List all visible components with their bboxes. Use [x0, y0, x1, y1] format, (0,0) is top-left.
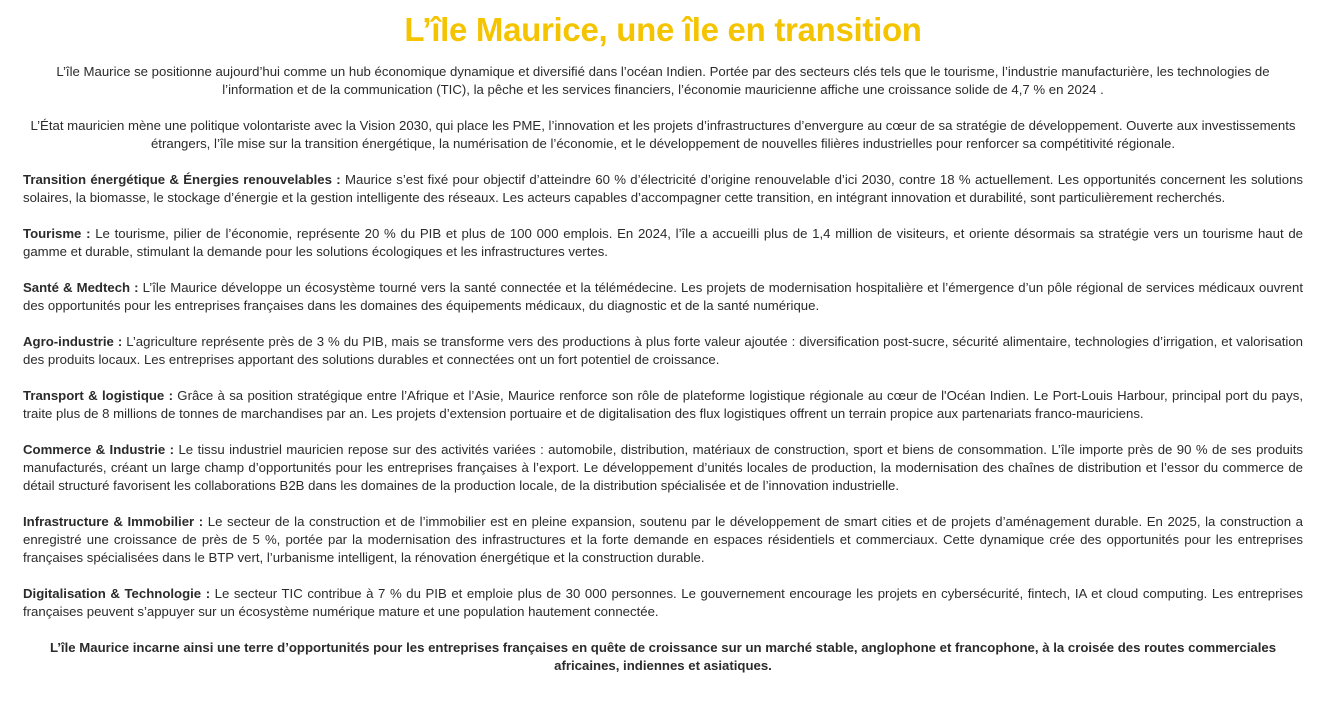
- conclusion-paragraph: L’île Maurice incarne ainsi une terre d’opportunités pour les entreprises françaises en quête de croissance sur un marché stable, anglophone et francophone, à la croisée des routes commerciales africaines, indiennes et asiatiques.: [49, 640, 1277, 673]
- section-label: Santé & Medtech :: [23, 280, 139, 295]
- section-label: Agro-industrie :: [23, 334, 123, 349]
- section-agro-industrie: [23, 333, 1303, 369]
- intro-paragraph-1: L’île Maurice se positionne aujourd’hui comme un hub économique dynamique et diversifié dans l’océan Indien. Portée par des secteurs clés tels que le tourisme, l’industrie manufacturière, les technologies de l’information et de la communication (TIC), la pêche et les services financiers, l’économie mauricienne affiche une croissance solide de 4,7 % en 2024 .: [56, 64, 1270, 97]
- section-label: Tourisme :: [23, 226, 91, 241]
- section-text: L’agriculture représente près de 3 % du PIB, mais se transforme vers des productions à plus forte valeur ajoutée : diversification post-sucre, sécurité alimentaire, technologies d’irrigation, et valorisation des produits locaux. Les entreprises apportant des solutions durables et connectées ont un fort potentiel de croissance.: [23, 334, 1304, 367]
- section-text: L’île Maurice développe un écosystème tourné vers la santé connectée et la télémédecine. Les projets de modernisation hospitalière et l’émergence d’un pôle régional de services médicaux ouvrent des opportunités pour les entreprises françaises dans les domaines des équipements médicaux, du diagnostic et de la santé numérique.: [23, 280, 1303, 313]
- section-label: Infrastructure & Immobilier :: [23, 514, 204, 529]
- section-label: Commerce & Industrie :: [23, 442, 175, 457]
- section-label: Transition énergétique & Énergies renouvelables :: [23, 172, 341, 187]
- section-sante-medtech: [23, 279, 1303, 315]
- section-text: Le tissu industriel mauricien repose sur des activités variées : automobile, distribution, matériaux de construction, sport et biens de consommation. L’île importe près de 90 % de ses produits manufacturés, créant un large champ d’opportunités pour les entreprises françaises à l’export. Le développement d’unités locales de production, la modernisation des chaînes de distribution et l’essor du commerce de détail structuré favorisent les collaborations B2B dans les domaines de la production locale, de la distribution spécialisée et de l’innovation industrielle.: [23, 442, 1303, 493]
- section-text: Le tourisme, pilier de l’économie, représente 20 % du PIB et plus de 100 000 emplois. En 2024, l’île a accueilli plus de 1,4 million de visiteurs, et oriente désormais sa stratégie vers un tourisme haut de gamme et durable, stimulant la demande pour les solutions écologiques et les infrastructures vertes.: [23, 226, 1303, 259]
- page-title: L’île Maurice, une île en transition: [404, 11, 922, 48]
- section-text: Grâce à sa position stratégique entre l’Afrique et l’Asie, Maurice renforce son rôle de plateforme logistique régionale au cœur de l'Océan Indien. Le Port-Louis Harbour, principal port du pays, traite plus de 8 millions de tonnes de marchandises par an. Les projets d’extension portuaire et de digitalisation des flux logistiques offrent un terrain propice aux partenariats franco-mauriciens.: [23, 388, 1303, 421]
- section-transport-logistique: [23, 387, 1303, 423]
- section-tourisme: [23, 225, 1303, 261]
- section-energie: [23, 171, 1303, 207]
- section-text: Le secteur de la construction et de l’immobilier est en pleine expansion, soutenu par le développement de smart cities et de projets d’aménagement durable. En 2025, la construction a enregistré une croissance de près de 5 %, portée par la modernisation des infrastructures et la forte demande en espaces résidentiels et commerciaux. Cette dynamique crée des opportunités pour les entreprises françaises spécialisées dans le BTP vert, l’urbanisme intelligent, la rénovation énergétique et la construction durable.: [23, 514, 1303, 565]
- section-text: Maurice s’est fixé pour objectif d’atteindre 60 % d’électricité d’origine renouvelable d’ici 2030, contre 18 % actuellement. Les opportunités concernent les solutions solaires, la biomasse, le stockage d’énergie et la gestion intelligente des réseaux. Les acteurs capables d’accompagner cette transition, en intégrant innovation et durabilité, sont particulièrement recherchés.: [23, 172, 1304, 205]
- section-digitalisation-technologie: [23, 585, 1303, 621]
- section-label: Transport & logistique :: [23, 388, 173, 403]
- section-text: Le secteur TIC contribue à 7 % du PIB et emploie plus de 30 000 personnes. Le gouvernement encourage les projets en cybersécurité, fintech, IA et cloud computing. Les entreprises françaises peuvent s’appuyer sur un écosystème numérique mature et une population hautement connectée.: [23, 586, 1303, 619]
- section-label: Digitalisation & Technologie :: [23, 586, 211, 601]
- section-commerce-industrie: [23, 441, 1303, 495]
- section-infrastructure-immobilier: [23, 513, 1303, 567]
- intro-paragraph-2: L’État mauricien mène une politique volontariste avec la Vision 2030, qui place les PME, l’innovation et les projets d’infrastructures d’envergure au cœur de sa stratégie de développement. Ouverte aux investissements étrangers, l’île mise sur la transition énergétique, la numérisation de l’économie, et le développement de nouvelles filières industrielles pour renforcer sa compétitivité régionale.: [30, 118, 1296, 151]
